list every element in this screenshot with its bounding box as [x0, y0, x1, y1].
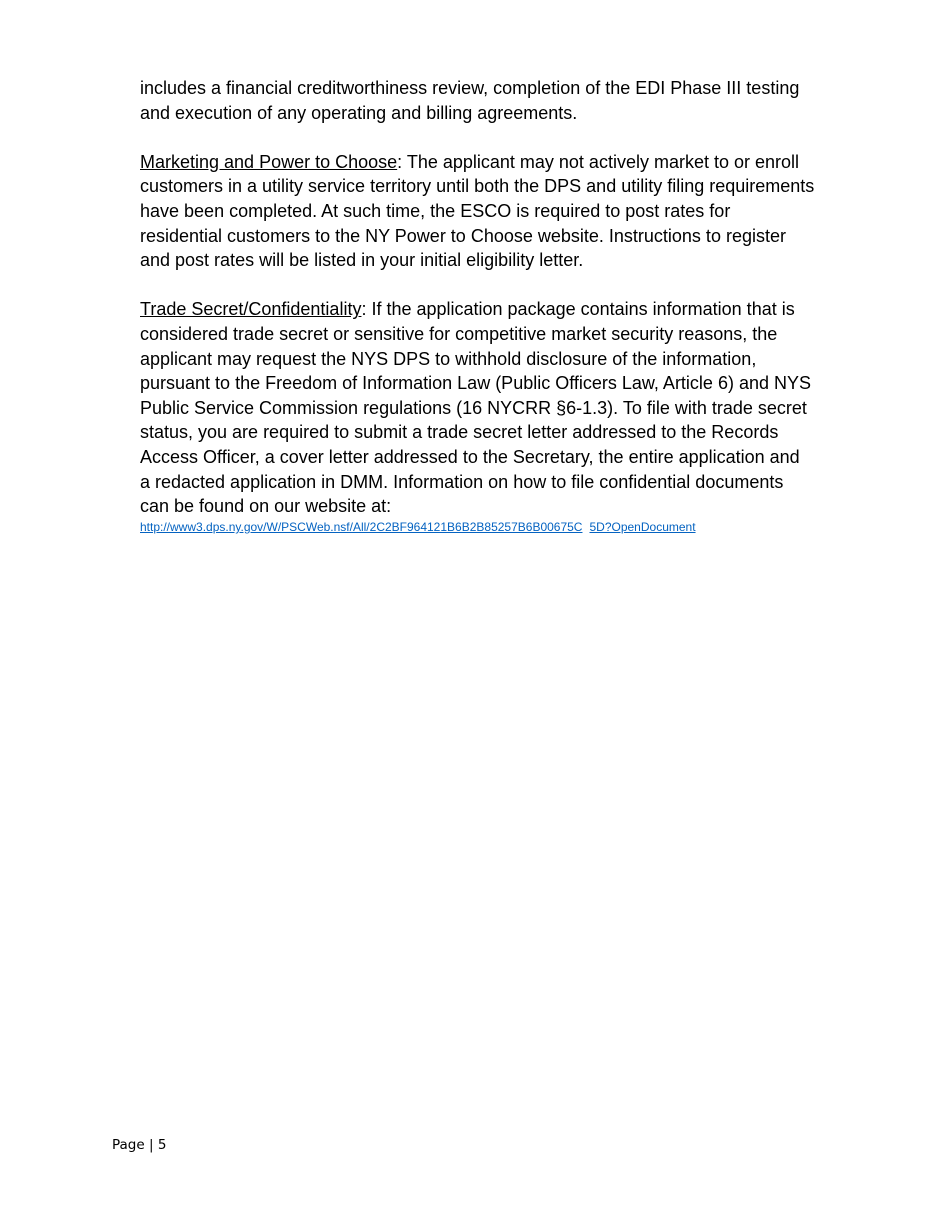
intro-paragraph [140, 76, 840, 125]
marketing-line-1: : The applicant may not actively market to or enroll [397, 151, 800, 172]
trade-secret-paragraph [140, 297, 840, 518]
marketing-paragraph [140, 150, 840, 273]
trade-secret-line-7: Access Officer, a cover letter addressed to the Secretary, the entire application and [140, 446, 800, 467]
trade-secret-line-6: status, you are required to submit a trade secret letter addressed to the Records [140, 422, 779, 443]
intro-line-2: and execution of any operating and billing agreements. [140, 102, 578, 123]
trade-secret-line-5: Public Service Commission regulations (16 NYCRR §6-1.3). To file with trade secret [140, 397, 807, 418]
trade-secret-line-9: can be found on our website at: [140, 496, 392, 517]
page-body [140, 76, 840, 543]
marketing-heading: Marketing and Power to Choose [140, 151, 398, 172]
marketing-line-2: customers in a utility service territory until both the DPS and utility filing requirements [140, 176, 815, 197]
confidential-docs-link-part-1[interactable]: http://www3.dps.ny.gov/W/PSCWeb.nsf/All/2C2BF964121B6B2B85257B6B00675C [140, 520, 583, 534]
trade-secret-line-1: : If the application package contains information that is [361, 299, 795, 320]
page-number-footer: Page | 5 [112, 1137, 167, 1153]
trade-secret-line-8: a redacted application in DMM. Information on how to file confidential documents [140, 471, 784, 492]
trade-secret-line-4: pursuant to the Freedom of Information Law (Public Officers Law, Article 6) and NYS [140, 373, 811, 394]
marketing-line-3: have been completed. At such time, the ESCO is required to post rates for [140, 200, 731, 221]
trade-secret-line-2: considered trade secret or sensitive for competitive market security reasons, the [140, 323, 778, 344]
trade-secret-heading: Trade Secret/Confidentiality [140, 299, 362, 320]
confidential-docs-link-part-2[interactable]: 5D?OpenDocument [589, 520, 696, 534]
marketing-line-4: residential customers to the NY Power to Choose website. Instructions to register [140, 225, 786, 246]
confidential-docs-link-line [140, 519, 696, 535]
trade-secret-line-3: applicant may request the NYS DPS to withhold disclosure of the information, [140, 348, 757, 369]
marketing-line-5: and post rates will be listed in your initial eligibility letter. [140, 250, 584, 271]
intro-line-1: includes a financial creditworthiness review, completion of the EDI Phase III testing [140, 78, 800, 98]
